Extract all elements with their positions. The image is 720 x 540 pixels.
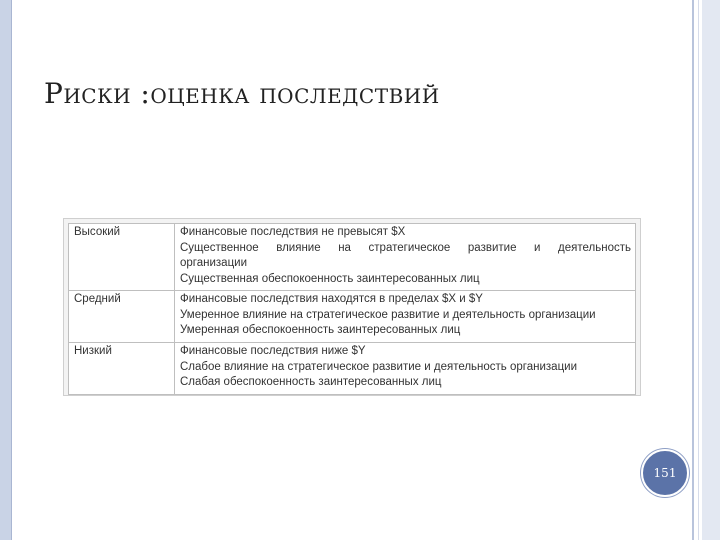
description-line: Умеренная обеспокоенность заинтересованных лиц [180,324,461,336]
description-line: Финансовые последствия не превысят $X [180,226,406,238]
table-row [69,291,636,343]
description-line: Существенное влияние на стратегическое развитие и деятельность [180,241,631,254]
risk-description-cell [175,224,636,291]
risk-level-cell: Высокий [69,224,175,291]
description-line: Финансовые последствия ниже $Y [180,345,366,357]
border-stripe [702,0,720,540]
table-row [69,343,636,395]
slide-left-border [0,0,12,540]
table-row [69,224,636,291]
slide-title: Риски :оценка последствий [44,77,440,110]
description-line: Умеренное влияние на стратегическое развитие и деятельность организации [180,308,596,321]
risk-level-cell: Низкий [69,343,175,395]
description-line: Слабое влияние на стратегическое развитие и деятельность организации [180,360,578,373]
risk-description-cell [175,291,636,343]
description-line: Слабая обеспокоенность заинтересованных лиц [180,376,442,388]
description-line: Существенная обеспокоенность заинтересованных лиц [180,272,480,285]
risk-description-cell [175,343,636,395]
risk-assessment-table [68,223,636,395]
border-stripe [698,0,699,540]
slide-right-border [688,0,720,540]
risk-table-frame [63,218,641,396]
page-number-badge: 151 [641,449,689,497]
description-line: организации [180,257,248,269]
description-line: Финансовые последствия находятся в пределах $X и $Y [180,293,483,305]
risk-level-cell: Средний [69,291,175,343]
border-stripe [692,0,694,540]
